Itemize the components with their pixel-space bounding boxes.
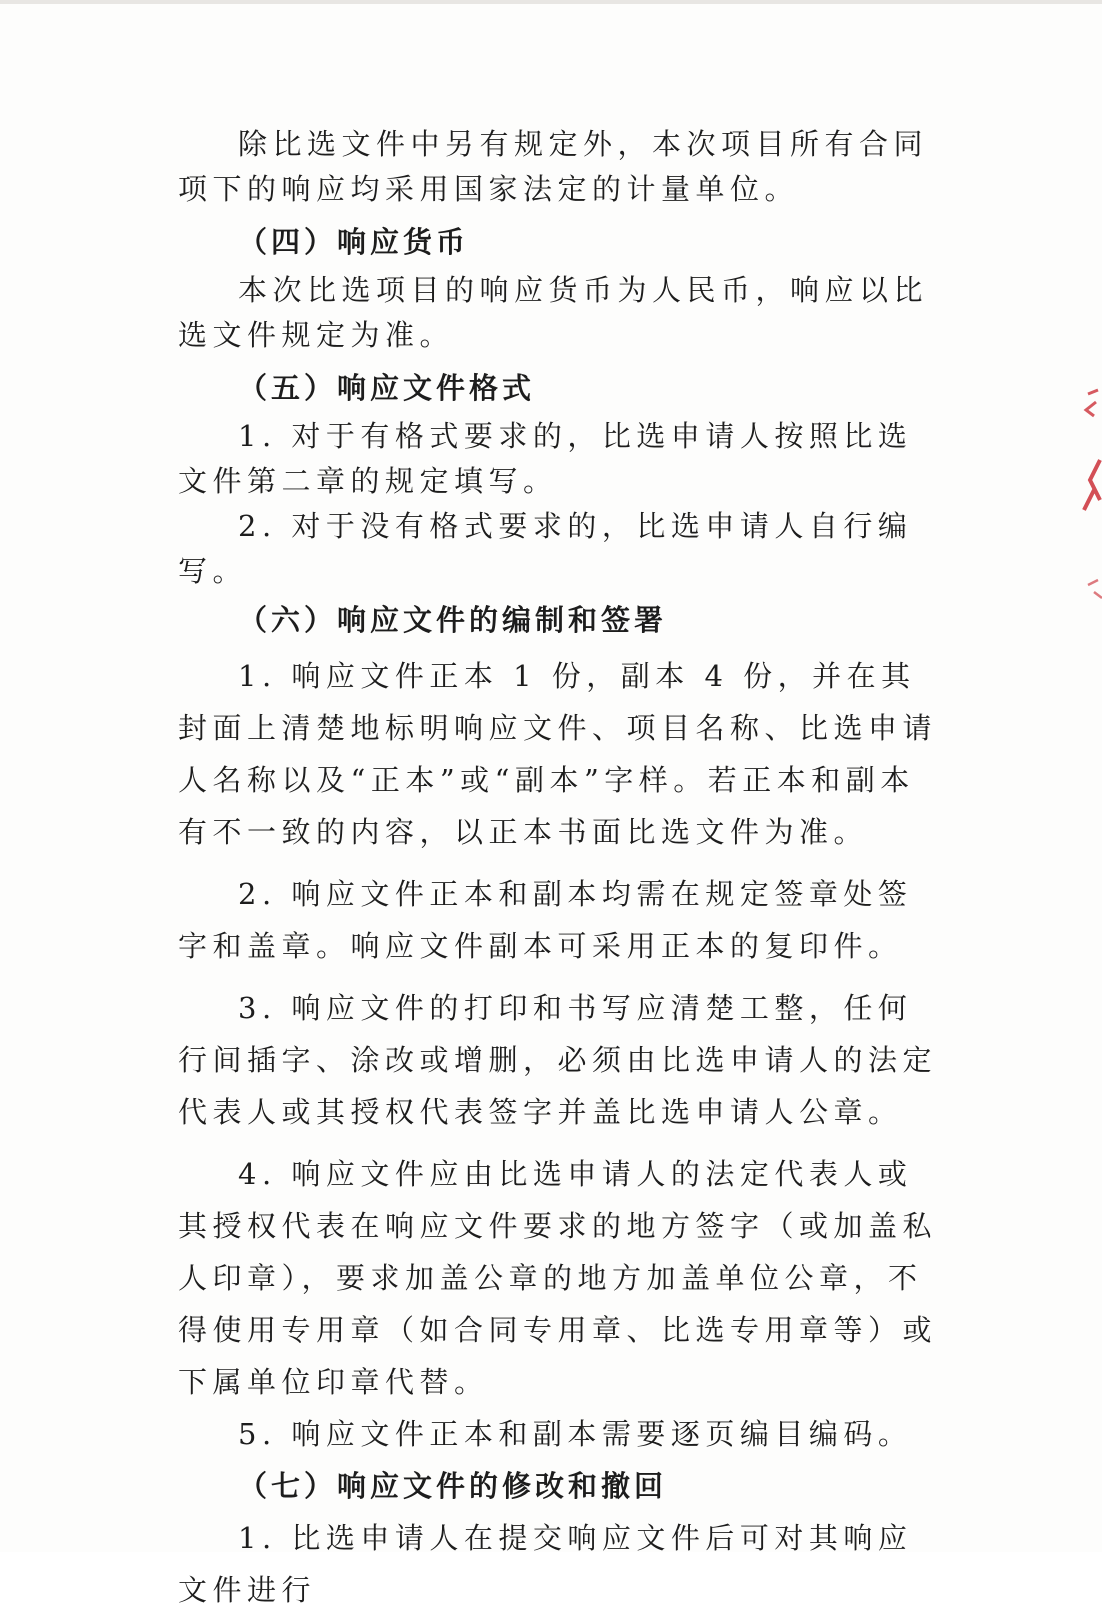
paragraph: 本次比选项目的响应货币为人民币，响应以比选文件规定为准。 [178, 273, 929, 352]
seal-stroke [1084, 460, 1100, 510]
paragraph: 2. 响应文件正本和副本均需在规定签章处签字和盖章。响应文件副本可采用正本的复印件。 [178, 877, 913, 963]
section-heading: （四）响应货币 [238, 225, 470, 259]
paragraph: 3. 响应文件的打印和书写应清楚工整，任何行间插字、涂改或增删，必须由比选申请人的法定代表人或其授权代表签字并盖比选申请人公章。 [178, 991, 938, 1129]
document-body [178, 122, 946, 1616]
scan-edge [0, 0, 1102, 4]
red-seal-fragment [1080, 380, 1102, 620]
seal-stroke [1088, 580, 1102, 598]
paragraph: 4. 响应文件应由比选申请人的法定代表人或其授权代表在响应文件要求的地方签字（或加盖私人印章），要求加盖公章的地方加盖单位公章，不得使用专用章（如合同专用章、比选专用章等）或下属单位印章代替。 [178, 1157, 938, 1399]
paragraph: 除比选文件中另有规定外，本次项目所有合同项下的响应均采用国家法定的计量单位。 [178, 127, 929, 206]
section-heading: （六）响应文件的编制和签署 [238, 603, 668, 637]
paragraph: 5. 响应文件正本和副本需要逐页编目编码。 [238, 1417, 913, 1451]
paragraph: 2. 对于没有格式要求的，比选申请人自行编写。 [178, 509, 913, 588]
seal-stroke [1086, 390, 1098, 416]
section-heading: （七）响应文件的修改和撤回 [238, 1469, 668, 1503]
paragraph: 1. 响应文件正本 1 份，副本 4 份，并在其封面上清楚地标明响应文件、项目名称、比选申请人名称以及“正本”或“副本”字样。若正本和副本有不一致的内容，以正本书面比选文件为准。 [178, 659, 938, 849]
paragraph: 1. 对于有格式要求的，比选申请人按照比选文件第二章的规定填写。 [178, 419, 913, 498]
paragraph: 1. 比选申请人在提交响应文件后可对其响应文件进行 [178, 1521, 913, 1607]
section-heading: （五）响应文件格式 [238, 371, 536, 405]
